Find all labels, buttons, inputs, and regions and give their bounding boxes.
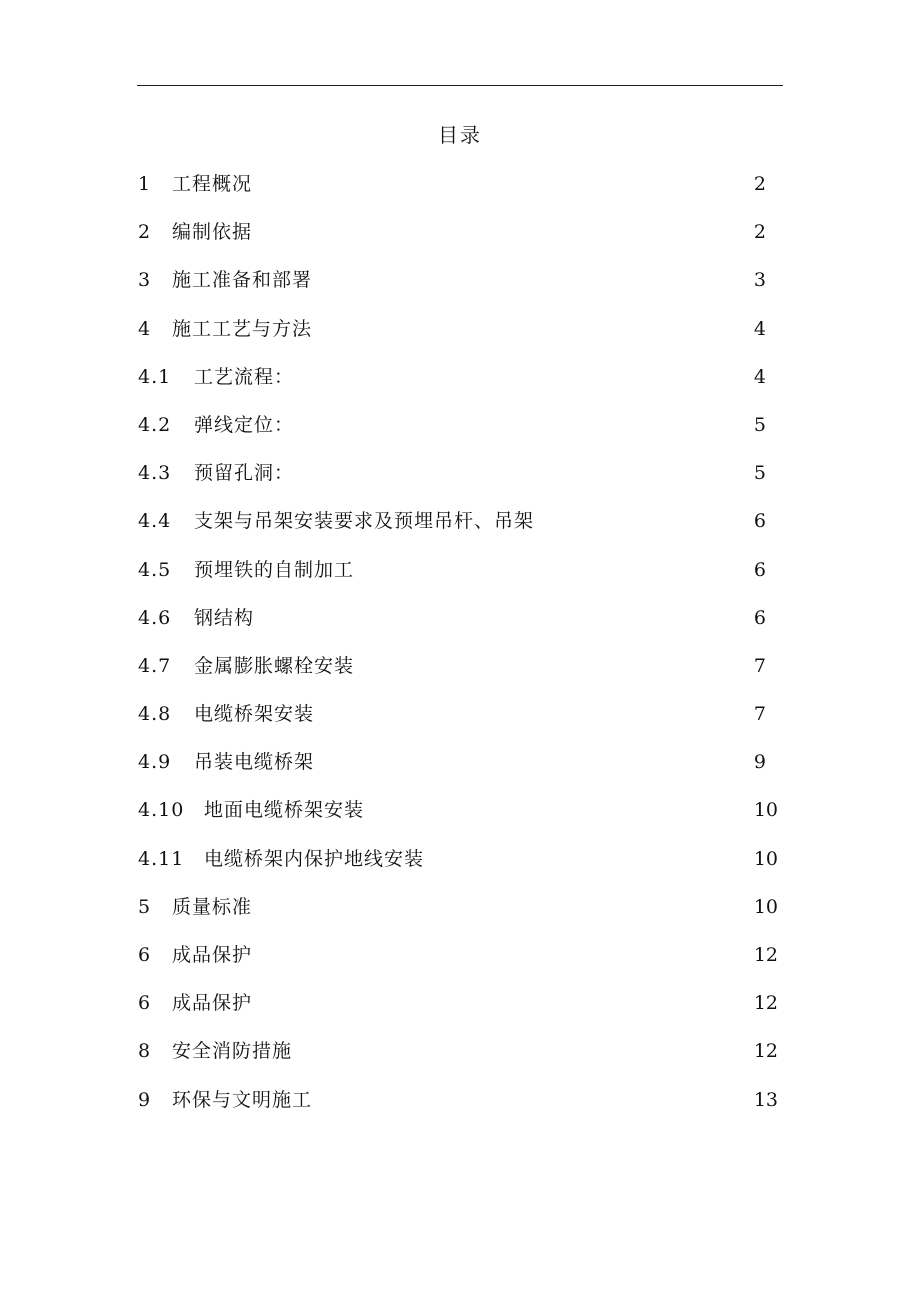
- toc-entry-number: 4.2: [138, 413, 172, 436]
- toc-entry-9[interactable]: [138, 1084, 778, 1132]
- toc-entry-page: 3: [753, 269, 766, 292]
- toc-entry-title: 施工准备和部署: [172, 269, 313, 292]
- toc-entry-page: 5: [753, 462, 766, 485]
- toc-entry-number: 4.1: [138, 365, 172, 388]
- toc-entry-number: 4.5: [138, 558, 172, 581]
- toc-entry-4-1[interactable]: [138, 361, 778, 409]
- toc-entry-title: 施工工艺与方法: [172, 317, 313, 340]
- toc-entry-page: 4: [753, 365, 766, 388]
- toc-entry-page: 12: [753, 992, 778, 1015]
- toc-entry-number: 4.6: [138, 606, 172, 629]
- toc-entry-title: 质量标准: [172, 895, 253, 918]
- toc-entry-title: 电缆桥架安装: [194, 703, 315, 726]
- toc-entry-page: 10: [753, 799, 778, 822]
- toc-entry-page: 6: [753, 510, 766, 533]
- toc-entry-title: 弹线定位：: [194, 413, 295, 436]
- toc-entry-4-7[interactable]: [138, 650, 778, 698]
- toc-title: 目录: [438, 123, 482, 147]
- toc-entry-page: 6: [753, 606, 766, 629]
- toc-entry-page: 13: [753, 1088, 778, 1111]
- toc-entry-page: 12: [753, 1040, 778, 1063]
- toc-entry-4[interactable]: [138, 313, 778, 361]
- toc-entry-title: 编制依据: [172, 221, 253, 244]
- toc-entry-3[interactable]: [138, 264, 778, 312]
- toc-entry-number: 4.10: [138, 799, 185, 822]
- toc-entry-number: 3: [138, 269, 152, 292]
- toc-entry-title: 成品保护: [172, 944, 253, 966]
- toc-entry-page: 9: [753, 751, 766, 774]
- toc-entry-number: 4.4: [138, 510, 172, 533]
- toc-entry-title: 工程概况: [172, 173, 253, 195]
- toc-entry-title: 预留孔洞：: [194, 462, 295, 485]
- toc-entry-6-duplicate[interactable]: [138, 987, 778, 1035]
- toc-entry-page: 5: [753, 413, 766, 436]
- toc-entry-number: 1: [138, 173, 152, 195]
- toc-entry-4-3[interactable]: [138, 457, 778, 505]
- toc-entry-page: 4: [753, 317, 766, 340]
- toc-entry-number: 6: [138, 944, 152, 966]
- toc-entry-4-4[interactable]: [138, 505, 778, 553]
- toc-list: [138, 168, 778, 1132]
- toc-entry-4-11[interactable]: [138, 843, 778, 891]
- toc-entry-number: 4.3: [138, 462, 172, 485]
- toc-entry-4-9[interactable]: [138, 746, 778, 794]
- toc-entry-title: 成品保护: [172, 992, 253, 1015]
- toc-entry-title: 环保与文明施工: [172, 1088, 313, 1111]
- toc-entry-5[interactable]: [138, 891, 778, 939]
- toc-entry-page: 2: [753, 173, 766, 195]
- toc-entry-title: 预埋铁的自制加工: [194, 558, 355, 581]
- toc-entry-number: 6: [138, 992, 152, 1015]
- toc-entry-title: 支架与吊架安装要求及预埋吊杆、吊架: [194, 510, 535, 533]
- toc-entry-number: 2: [138, 221, 152, 244]
- toc-entry-page: 7: [753, 703, 766, 726]
- toc-entry-4-10[interactable]: [138, 794, 778, 842]
- toc-entry-number: 5: [138, 895, 152, 918]
- toc-entry-number: 4.8: [138, 703, 172, 726]
- toc-entry-number: 4.7: [138, 654, 172, 677]
- toc-entry-page: 10: [753, 895, 778, 918]
- toc-entry-page: 10: [753, 847, 778, 870]
- toc-entry-4-5[interactable]: [138, 554, 778, 602]
- toc-entry-title: 工艺流程：: [194, 365, 295, 388]
- toc-entry-number: 8: [138, 1040, 152, 1063]
- toc-entry-number: 4.11: [138, 847, 185, 870]
- toc-entry-page: 2: [753, 221, 766, 244]
- toc-entry-4-6[interactable]: [138, 602, 778, 650]
- toc-entry-1[interactable]: [138, 168, 778, 216]
- toc-entry-title: 钢结构: [194, 606, 255, 629]
- toc-entry-number: 9: [138, 1088, 152, 1111]
- toc-entry-number: 4.9: [138, 751, 172, 774]
- toc-entry-title: 金属膨胀螺栓安装: [194, 654, 355, 677]
- header-rule: [137, 85, 783, 86]
- toc-entry-2[interactable]: [138, 216, 778, 264]
- toc-entry-page: 7: [753, 654, 766, 677]
- toc-entry-title: 吊装电缆桥架: [194, 751, 315, 774]
- toc-entry-title: 电缆桥架内保护地线安装: [204, 847, 425, 870]
- toc-entry-page: 6: [753, 558, 766, 581]
- toc-entry-4-8[interactable]: [138, 698, 778, 746]
- toc-entry-8[interactable]: [138, 1035, 778, 1083]
- toc-entry-number: 4: [138, 317, 152, 340]
- toc-entry-title: 地面电缆桥架安装: [204, 799, 365, 822]
- toc-entry-6[interactable]: [138, 939, 778, 987]
- toc-entry-page: 12: [753, 944, 778, 966]
- toc-entry-title: 安全消防措施: [172, 1040, 293, 1063]
- toc-entry-4-2[interactable]: [138, 409, 778, 457]
